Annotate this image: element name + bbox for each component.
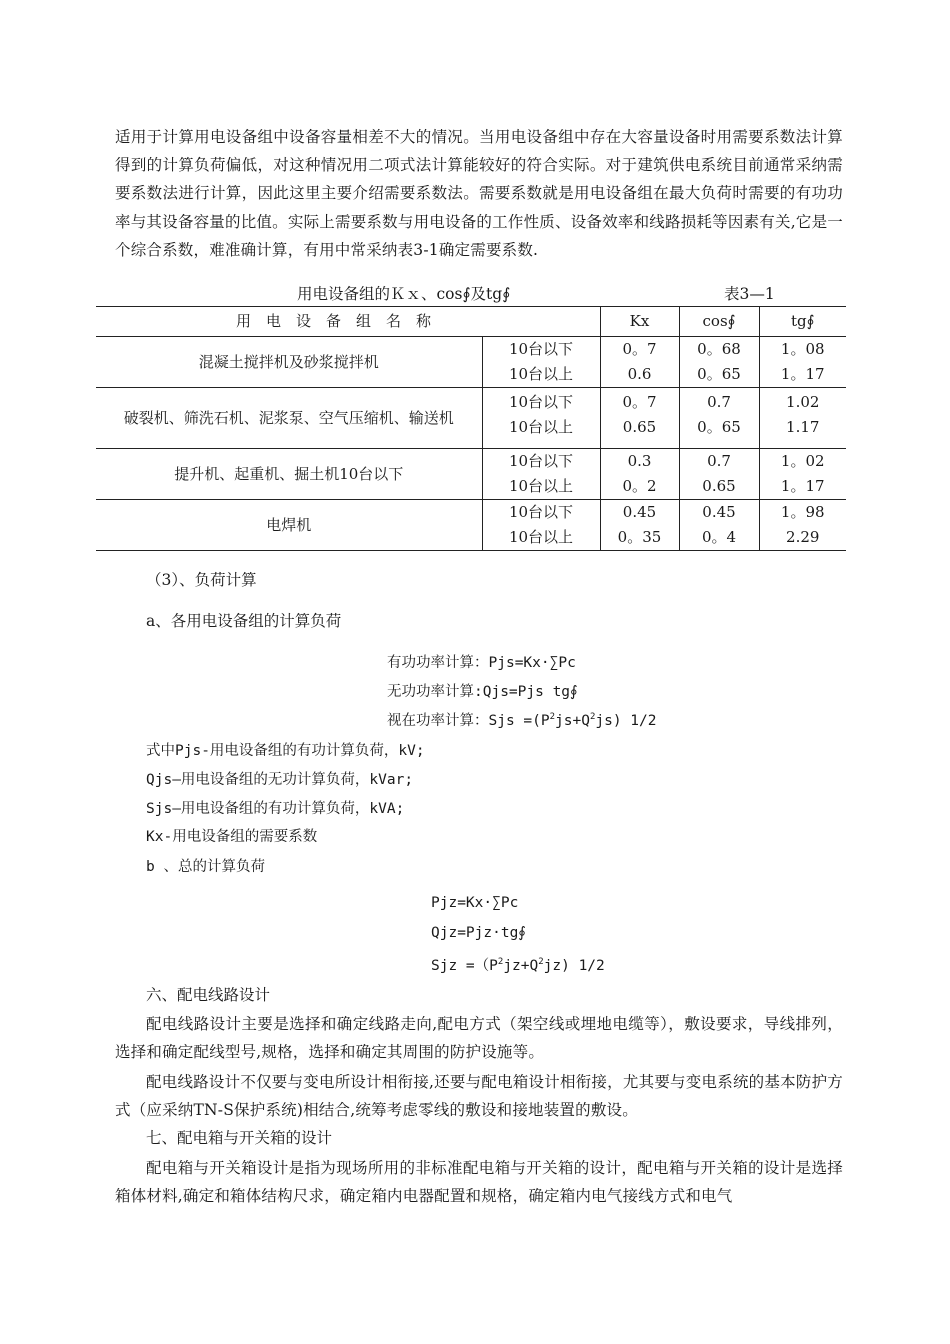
header-kx: Kx bbox=[600, 307, 679, 337]
definition-qjs: Qjs—用电设备组的无功计算负荷，kVar; bbox=[146, 772, 414, 788]
row-cos: 0.7 0。65 bbox=[679, 388, 759, 449]
section3-heading: （3）、负荷计算 bbox=[146, 571, 257, 589]
section6-paragraph-1: 配电线路设计主要是选择和确定线路走向,配电方式（架空线或埋地电缆等），敷设要求，导线排列，选择和确定配线型号,规格，选择和确定其周围的防护设施等。 bbox=[115, 1015, 843, 1062]
header-tg: tg∮ bbox=[759, 307, 846, 337]
header-equipment-group: 用电设备组名称 bbox=[96, 307, 600, 337]
row-cos: 0。68 0。65 bbox=[679, 337, 759, 388]
formula-total-apparent: Sjz $=(P^2jz+Q^2jz)$ 1/2 bbox=[431, 957, 605, 974]
definition-sjs: Sjs—用电设备组的有功计算负荷，kVA; bbox=[146, 801, 405, 817]
row-name: 电焊机 bbox=[96, 500, 482, 551]
table-row bbox=[96, 337, 846, 388]
row-name: 破裂机、筛洗石机、泥浆泵、空气压缩机、输送机 bbox=[96, 388, 482, 449]
definition-pjs: 式中Pjs-用电设备组的有功计算负荷，kV; bbox=[146, 743, 425, 759]
row-cos: 0.7 0.65 bbox=[679, 449, 759, 500]
section7-paragraph-1: 配电箱与开关箱设计是指为现场所用的非标准配电箱与开关箱的设计，配电箱与开关箱的设计是选择箱体材料,确定和箱体结构尺求，确定箱内电器配置和规格，确定箱内电气接线方式和电气 bbox=[115, 1159, 843, 1206]
row-count: 10台以下 10台以上 bbox=[482, 449, 600, 500]
section6-heading: 六、配电线路设计 bbox=[146, 986, 271, 1004]
intro-paragraph: 适用于计算用电设备组中设备容量相差不大的情况。当用电设备组中存在大容量设备时用需要系数法计算得到的计算负荷偏低，对这种情况用二项式法计算能较好的符合实际。对于建筑供电系统目前通常采纳需要系数法进行计算，因此这里主要介绍需要系数法。需要系数就是用电设备组在最大负荷时需要的有功功率与其设备容量的比值。实际上需要系数与用电设备的工作性质、设备效率和线路损耗等因素有关,它是一个综合系数，难准确计算，有用中常采纳表3-1确定需要系数. bbox=[115, 128, 843, 259]
row-cos: 0.45 0。4 bbox=[679, 500, 759, 551]
row-count: 10台以下 10台以上 bbox=[482, 500, 600, 551]
formula-total-active: Pjz=Kx·∑Pc bbox=[431, 895, 519, 911]
formula-reactive-power: 无功功率计算:Qjs=Pjs tg∮ bbox=[387, 684, 578, 700]
row-name: 混凝土搅拌机及砂浆搅拌机 bbox=[96, 337, 482, 388]
definition-kx: Kx-用电设备组的需要系数 bbox=[146, 829, 318, 845]
table-row bbox=[96, 449, 846, 500]
formula-total-reactive: Qjz=Pjz·tg∮ bbox=[431, 925, 526, 941]
formula-active-power: 有功功率计算：Pjs=Kx·∑Pc bbox=[387, 655, 576, 671]
row-tg: 1。98 2.29 bbox=[759, 500, 846, 551]
row-kx: 0。7 0.6 bbox=[600, 337, 679, 388]
section7-heading: 七、配电箱与开关箱的设计 bbox=[146, 1129, 333, 1147]
table-row bbox=[96, 500, 846, 551]
coefficient-table bbox=[96, 306, 846, 551]
header-cos: cos∮ bbox=[679, 307, 759, 337]
row-kx: 0。7 0.65 bbox=[600, 388, 679, 449]
row-name: 提升机、起重机、掘土机10台以下 bbox=[96, 449, 482, 500]
row-tg: 1。02 1。17 bbox=[759, 449, 846, 500]
row-tg: 1.02 1.17 bbox=[759, 388, 846, 449]
sub-a-heading: a、各用电设备组的计算负荷 bbox=[146, 612, 342, 630]
sub-b-heading: b 、总的计算负荷 bbox=[146, 859, 265, 875]
row-tg: 1。08 1。17 bbox=[759, 337, 846, 388]
section6-paragraph-2: 配电线路设计不仅要与变电所设计相衔接,还要与配电箱设计相衔接，尤其要与变电系统的基本防护方式（应采纳TN-S保护系统)相结合,统筹考虑零线的敷设和接地装置的敷设。 bbox=[115, 1073, 843, 1120]
table-number: 表3—1 bbox=[724, 285, 775, 303]
row-count: 10台以下 10台以上 bbox=[482, 337, 600, 388]
table-row bbox=[96, 388, 846, 449]
row-kx: 0.3 0。2 bbox=[600, 449, 679, 500]
table-caption: 用电设备组的Ｋｘ、cos∮及tg∮ bbox=[297, 285, 511, 303]
formula-apparent-power: 视在功率计算：Sjs $=(P^2js+Q^2js)$ 1/2 bbox=[387, 712, 657, 729]
table-header-row bbox=[96, 307, 846, 337]
row-count: 10台以下 10台以上 bbox=[482, 388, 600, 449]
row-kx: 0.45 0。35 bbox=[600, 500, 679, 551]
